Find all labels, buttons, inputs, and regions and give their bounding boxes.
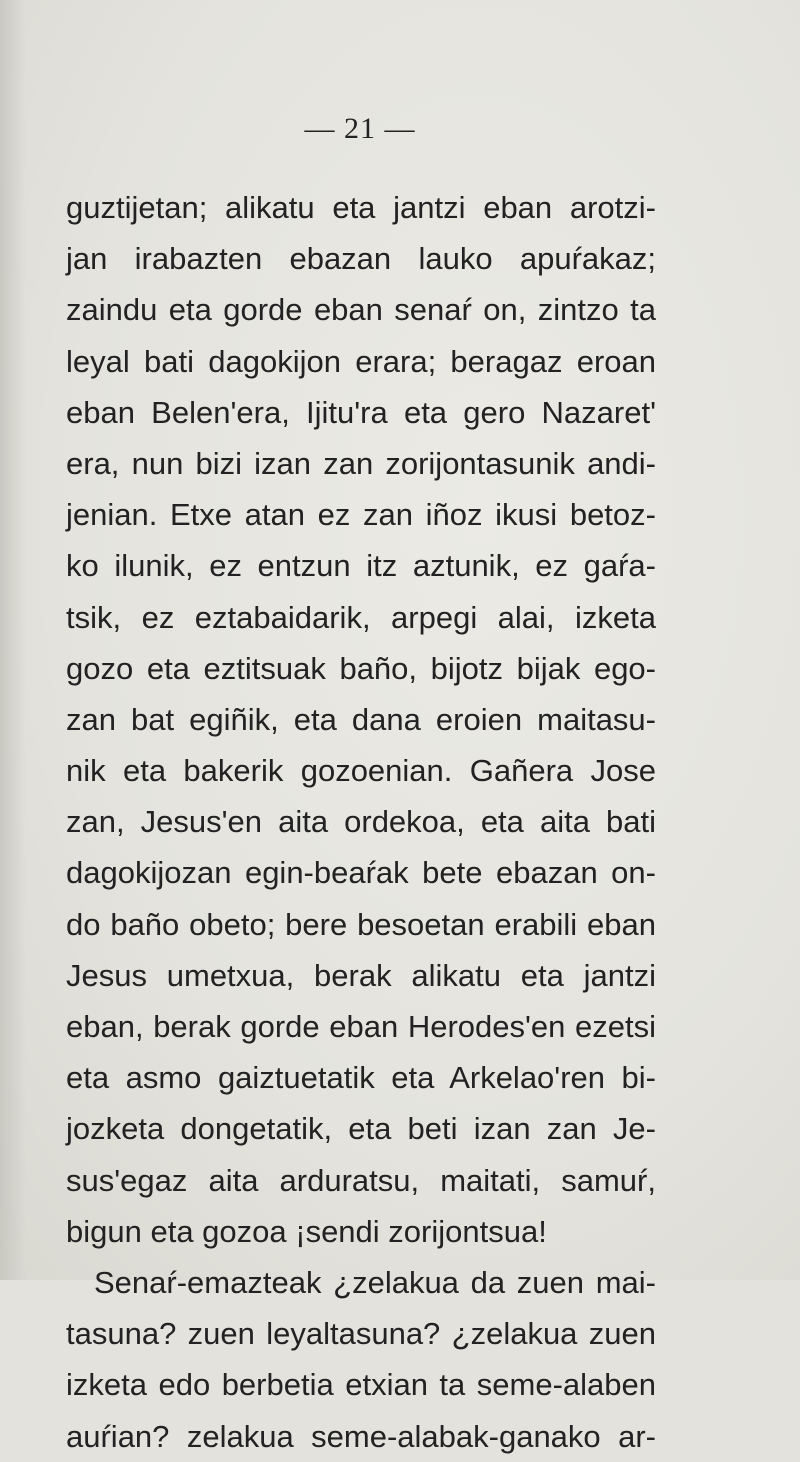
text-line: guztijetan; alikatu eta jantzi eban arotzi- <box>66 190 656 225</box>
page-number: — 21 — <box>304 112 416 145</box>
text-line: sus'egaz aita arduratsu, maitati, samuŕ, <box>66 1162 656 1198</box>
text-line: zan bat egiñik, eta dana eroien maitasu- <box>66 701 656 737</box>
text-line: do baño obeto; bere besoetan erabili eban <box>66 906 656 942</box>
text-line: auŕian? zelakua seme-alabak-ganako ar- <box>66 1418 656 1454</box>
text-line: jenian. Etxe atan ez zan iñoz ikusi betoz- <box>66 497 656 533</box>
text-line: Jesus umetxua, berak alikatu eta jantzi <box>66 957 656 993</box>
text-line: zaindu eta gorde eban senaŕ on, zintzo ta <box>66 292 656 328</box>
text-line: eban Belen'era, Ijitu'ra eta gero Nazaret' <box>66 394 656 430</box>
text-line: dagokijozan egin-beaŕak bete ebazan on- <box>66 855 656 891</box>
text-line: izketa edo berbetia etxian ta seme-alaben <box>66 1367 656 1403</box>
text-line: jan irabazten ebazan lauko apuŕakaz; <box>66 241 656 277</box>
text-line: tsik, ez eztabaidarik, arpegi alai, izketa <box>66 599 656 635</box>
text-line: era, nun bizi izan zan zorijontasunik andi- <box>66 445 656 481</box>
text-line: nik eta bakerik gozoenian. Gañera Jose <box>66 753 656 789</box>
text-line: jozketa dongetatik, eta beti izan zan Je- <box>66 1111 656 1147</box>
text-line: eta asmo gaiztuetatik eta Arkelao'ren bi- <box>66 1060 656 1096</box>
body-text <box>66 182 656 1462</box>
page-gutter-shadow <box>0 0 26 1280</box>
text-line: gozo eta eztitsuak baño, bijotz bijak ego- <box>66 650 656 686</box>
text-line: zan, Jesus'en aita ordekoa, eta aita bati <box>66 804 656 840</box>
text-line: ko ilunik, ez entzun itz aztunik, ez gaŕa- <box>66 548 656 584</box>
text-line: tasuna? zuen leyaltasuna? ¿zelakua zuen <box>66 1316 656 1352</box>
text-line: bigun eta gozoa ¡sendi zorijontsua! <box>66 1213 547 1249</box>
text-line: Senaŕ-emazteak ¿zelakua da zuen mai- <box>94 1264 656 1300</box>
text-line: leyal bati dagokijon erara; beragaz eroan <box>66 343 656 379</box>
text-line: eban, berak gorde eban Herodes'en ezetsi <box>66 1009 656 1044</box>
